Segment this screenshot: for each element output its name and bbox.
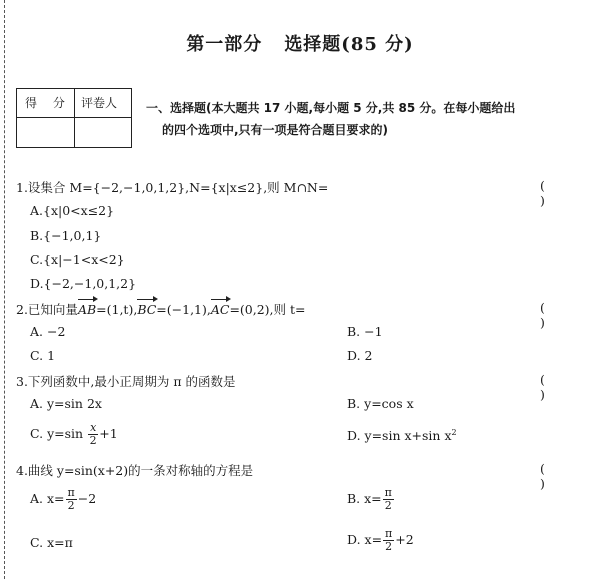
score-table [16,88,132,148]
q4-d-prefix: D. x= [347,532,383,547]
q2-answer-paren[interactable]: ( ) [540,300,563,330]
fraction [66,487,77,512]
vector-ac: AC [210,302,230,317]
q1-option-c: C.{x|−1<x<2} [30,252,125,267]
instructions-line-1: 一、选择题(本大题共 17 小题,每小题 5 分,共 85 分。在每小题给出 [146,101,516,115]
q4-a-suffix: −2 [77,491,97,506]
q3-d-text: D. y=sin x+sin x [347,428,452,444]
fraction-denominator: 2 [384,499,392,512]
q2-option-b: B. −1 [347,324,383,339]
q4-option-a [30,487,96,512]
instructions-line-2: 的四个选项中,只有一项是符合题目要求的) [162,123,389,137]
q4-option-c: C. x=π [30,535,73,550]
fraction-denominator: 2 [67,499,75,512]
q3-d-exponent: 2 [451,428,457,437]
q1-option-a: A.{x|0<x≤2} [30,203,115,218]
title-section: 选择题(85 分) [284,34,414,55]
q1-answer-paren[interactable]: ( ) [540,178,563,208]
q4-option-b [347,487,395,512]
fraction-denominator: 2 [385,540,393,553]
q1-option-d: D.{−2,−1,0,1,2} [30,276,137,291]
q1-stem: 1.设集合 M={−2,−1,0,1,2},N={x|x≤2},则 M∩N= [16,180,329,195]
fraction [383,528,394,553]
q4-stem: 4.曲线 y=sin(x+2)的一条对称轴的方程是 [16,463,254,478]
q3-option-d [347,428,457,443]
fraction-numerator: π [384,486,392,499]
vector-ab: AB [77,302,97,317]
q2-option-d: D. 2 [347,348,373,363]
q2-stem [16,300,306,318]
grader-label: 评卷人 [81,96,118,110]
binding-dashed-line [4,0,5,579]
q3-option-b: B. y=cos x [347,396,414,411]
q3-stem: 3.下列函数中,最小正周期为 π 的函数是 [16,374,236,389]
title-part: 第一部分 [186,34,263,55]
q2-option-a: A. −2 [30,324,66,339]
fraction-numerator: π [385,527,393,540]
q2-prefix: 2.已知向量 [16,302,78,317]
vector-ab-value: =(1,t), [96,302,138,317]
vector-ac-value: =(0,2),则 t= [229,302,306,317]
fraction-denominator: 2 [89,434,97,447]
fraction [383,487,394,512]
q3-c-suffix: +1 [99,426,118,441]
fraction-numerator: x [90,421,97,434]
q4-b-prefix: B. x= [347,491,382,506]
page-title [0,30,600,56]
section-instructions [146,97,586,141]
q4-answer-paren[interactable]: ( ) [540,461,563,491]
q3-option-a: A. y=sin 2x [30,396,102,411]
q3-option-c [30,422,118,447]
q4-d-suffix: +2 [395,532,414,547]
q1-option-b: B.{−1,0,1} [30,228,102,243]
vector-bc: BC [137,302,157,317]
q4-option-d [347,528,414,553]
score-label: 得 分 [25,96,71,110]
q3-c-prefix: C. y=sin [30,426,84,441]
vector-bc-value: =(−1,1), [156,302,211,317]
q3-answer-paren[interactable]: ( ) [540,372,563,402]
fraction-numerator: π [67,486,75,499]
q2-option-c: C. 1 [30,348,56,363]
fraction [88,422,98,447]
q4-a-prefix: A. x= [30,491,65,506]
